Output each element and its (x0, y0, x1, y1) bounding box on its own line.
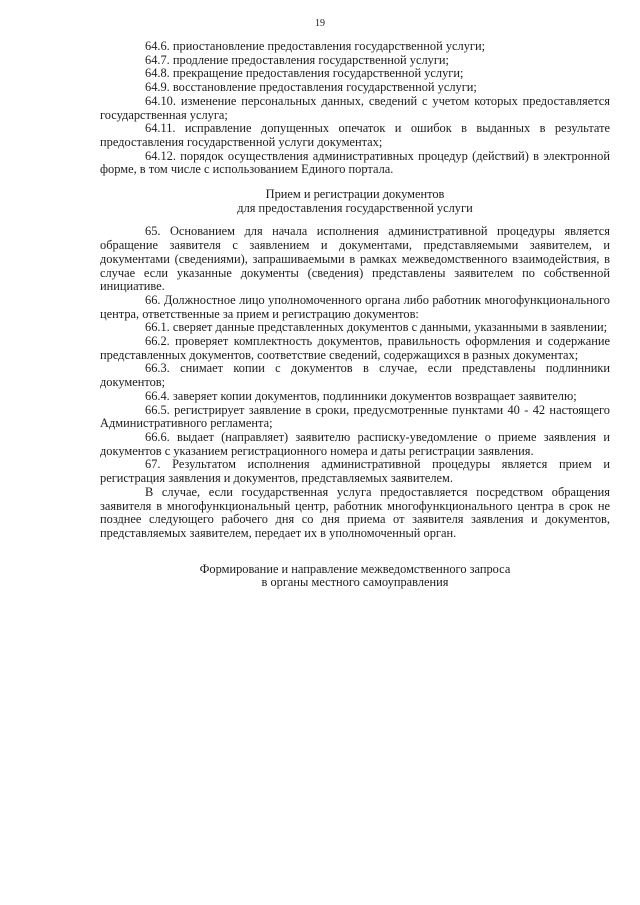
section-heading-reception: Прием и регистрации документов для предоставления государственной услуги (237, 187, 473, 215)
document-body (100, 40, 610, 600)
paragraph-64-8: 64.8. прекращение предоставления государственной услуги; (145, 66, 464, 81)
paragraph-64-6: 64.6. приостановление предоставления государственной услуги; (145, 39, 486, 53)
page-number: 19 (315, 18, 325, 29)
paragraph-66: 66. Должностное лицо уполномоченного органа либо работник многофункционального центра, ответственные за прием и регистрацию документов: (100, 292, 610, 321)
paragraph-mfc-case: В случае, если государственная услуга предоставляется посредством обращения заявителя в многофункциональный центр, работник многофункционального центра в срок не позднее следующего рабочего дня со дня приема от заявителя заявления и документов, представляемых заявителем, передает их в уполномоченный орган. (100, 484, 610, 540)
paragraph-66-1: 66.1. сверяет данные представленных документов с данными, указанными в заявлении; (145, 320, 608, 335)
paragraph-64-9: 64.9. восстановление предоставления государственной услуги; (145, 80, 477, 95)
paragraph-66-2: 66.2. проверяет комплектность документов, правильность оформления и содержание представленных документов, соответствие сведений, содержащихся в разных документах; (100, 334, 610, 362)
paragraph-64-11: 64.11. исправление допущенных опечаток и ошибок в выданных в результате предоставления государственной услуги документах; (100, 121, 610, 149)
paragraph-64-12: 64.12. порядок осуществления административных процедур (действий) в электронной форме, в том числе с использованием Единого портала. (100, 148, 610, 177)
paragraph-64-10: 64.10. изменение персональных данных, сведений с учетом которых предоставляется государственная услуга; (100, 93, 610, 122)
paragraph-66-4: 66.4. заверяет копии документов, подлинники документов возвращает заявителю; (145, 388, 577, 403)
paragraph-64-7: 64.7. продление предоставления государственной услуги; (145, 52, 449, 67)
paragraph-66-6: 66.6. выдает (направляет) заявителю расписку-уведомление о приеме заявления и документов с указанием регистрационного номера и даты регистрации заявления. (100, 429, 610, 458)
paragraph-67: 67. Результатом исполнения административной процедуры является прием и регистрация заявления и документов, представляемых заявителем. (100, 457, 610, 486)
paragraph-65: 65. Основанием для начала исполнения административной процедуры является обращение заявителя с заявлением и документами, представляемыми заявителем, и документами (сведениями), запрашиваемыми в рамках межведомственного взаимодействия, в случае если указанные документы (сведения) представлены заявителем по собственной инициативе. (100, 224, 610, 294)
paragraph-66-5: 66.5. регистрирует заявление в сроки, предусмотренные пунктами 40 - 42 настоящего Административного регламента; (100, 402, 610, 431)
section-heading-interdepartmental-request: Формирование и направление межведомственного запроса в органы местного самоуправления (199, 561, 511, 590)
paragraph-66-3: 66.3. снимает копии с документов в случае, если представлены подлинники документов; (100, 361, 610, 390)
